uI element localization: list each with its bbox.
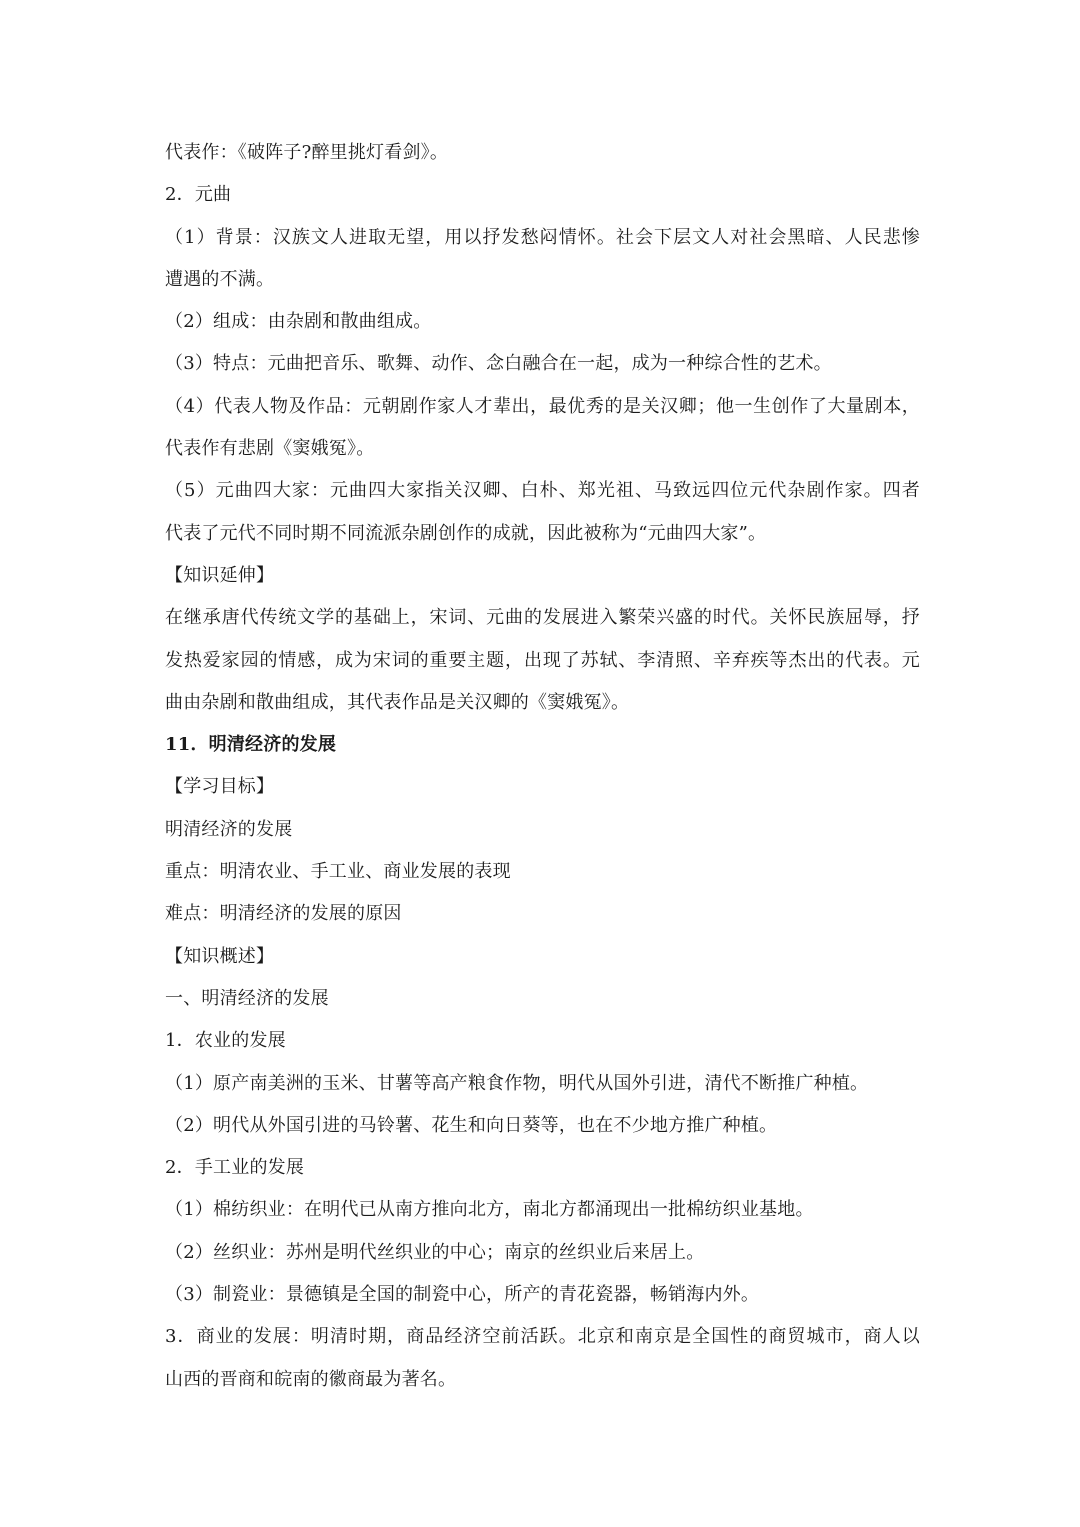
section-heading: 【知识延伸】 <box>165 564 275 586</box>
text-line: 代表了元代不同时期不同流派杂剧创作的成就，因此被称为“元曲四大家”。 <box>165 522 767 544</box>
document-page <box>165 132 920 1401</box>
text-line: 明清经济的发展 <box>165 818 293 840</box>
text-line: 山西的晋商和皖南的徽商最为著名。 <box>165 1368 457 1390</box>
section-heading: 1．农业的发展 <box>165 1030 286 1052</box>
text-line: 发热爱家园的情感，成为宋词的重要主题，出现了苏轼、李清照、辛弃疾等杰出的代表。元 <box>165 649 920 671</box>
section-heading: 2．元曲 <box>165 184 232 206</box>
text-line: 在继承唐代传统文学的基础上，宋词、元曲的发展进入繁荣兴盛的时代。关怀民族屈辱，抒 <box>165 607 920 629</box>
text-line: （2）组成：由杂剧和散曲组成。 <box>165 311 432 333</box>
text-line: 3．商业的发展：明清时期，商品经济空前活跃。北京和南京是全国性的商贸城市，商人以 <box>165 1326 920 1348</box>
section-heading: 【学习目标】 <box>165 776 275 798</box>
section-heading: 一、明清经济的发展 <box>165 987 329 1009</box>
text-line: （1）原产南美洲的玉米、甘薯等高产粮食作物，明代从国外引进，清代不断推广种植。 <box>165 1072 869 1094</box>
text-line: 曲由杂剧和散曲组成，其代表作品是关汉卿的《窦娥冤》。 <box>165 691 630 713</box>
section-heading: 2．手工业的发展 <box>165 1157 305 1179</box>
text-line: 代表作有悲剧《窦娥冤》。 <box>165 438 375 460</box>
text-line: （3）特点：元曲把音乐、歌舞、动作、念白融合在一起，成为一种综合性的艺术。 <box>165 353 832 375</box>
text-line: 遭遇的不满。 <box>165 268 275 290</box>
chapter-title: 11．明清经济的发展 <box>165 734 337 756</box>
text-line: （2）丝织业：苏州是明代丝织业的中心；南京的丝织业后来居上。 <box>165 1241 705 1263</box>
text-line: 重点：明清农业、手工业、商业发展的表现 <box>165 861 511 883</box>
text-line: （3）制瓷业：景德镇是全国的制瓷中心，所产的青花瓷器，畅销海内外。 <box>165 1284 760 1306</box>
section-heading: 【知识概述】 <box>165 945 275 967</box>
text-line: （4）代表人物及作品：元朝剧作家人才辈出，最优秀的是关汉卿；他一生创作了大量剧本， <box>165 395 920 417</box>
text-line: （1）背景：汉族文人进取无望，用以抒发愁闷情怀。社会下层文人对社会黑暗、人民悲惨 <box>165 226 920 248</box>
text-line: 难点：明清经济的发展的原因 <box>165 903 402 925</box>
text-line: 代表作：《破阵子?醉里挑灯看剑》。 <box>165 142 449 163</box>
text-line: （5）元曲四大家：元曲四大家指关汉卿、白朴、郑光祖、马致远四位元代杂剧作家。四者 <box>165 480 920 502</box>
text-line: （1）棉纺织业：在明代已从南方推向北方，南北方都涌现出一批棉纺织业基地。 <box>165 1199 814 1221</box>
text-line: （2）明代从外国引进的马铃薯、花生和向日葵等，也在不少地方推广种植。 <box>165 1114 778 1136</box>
